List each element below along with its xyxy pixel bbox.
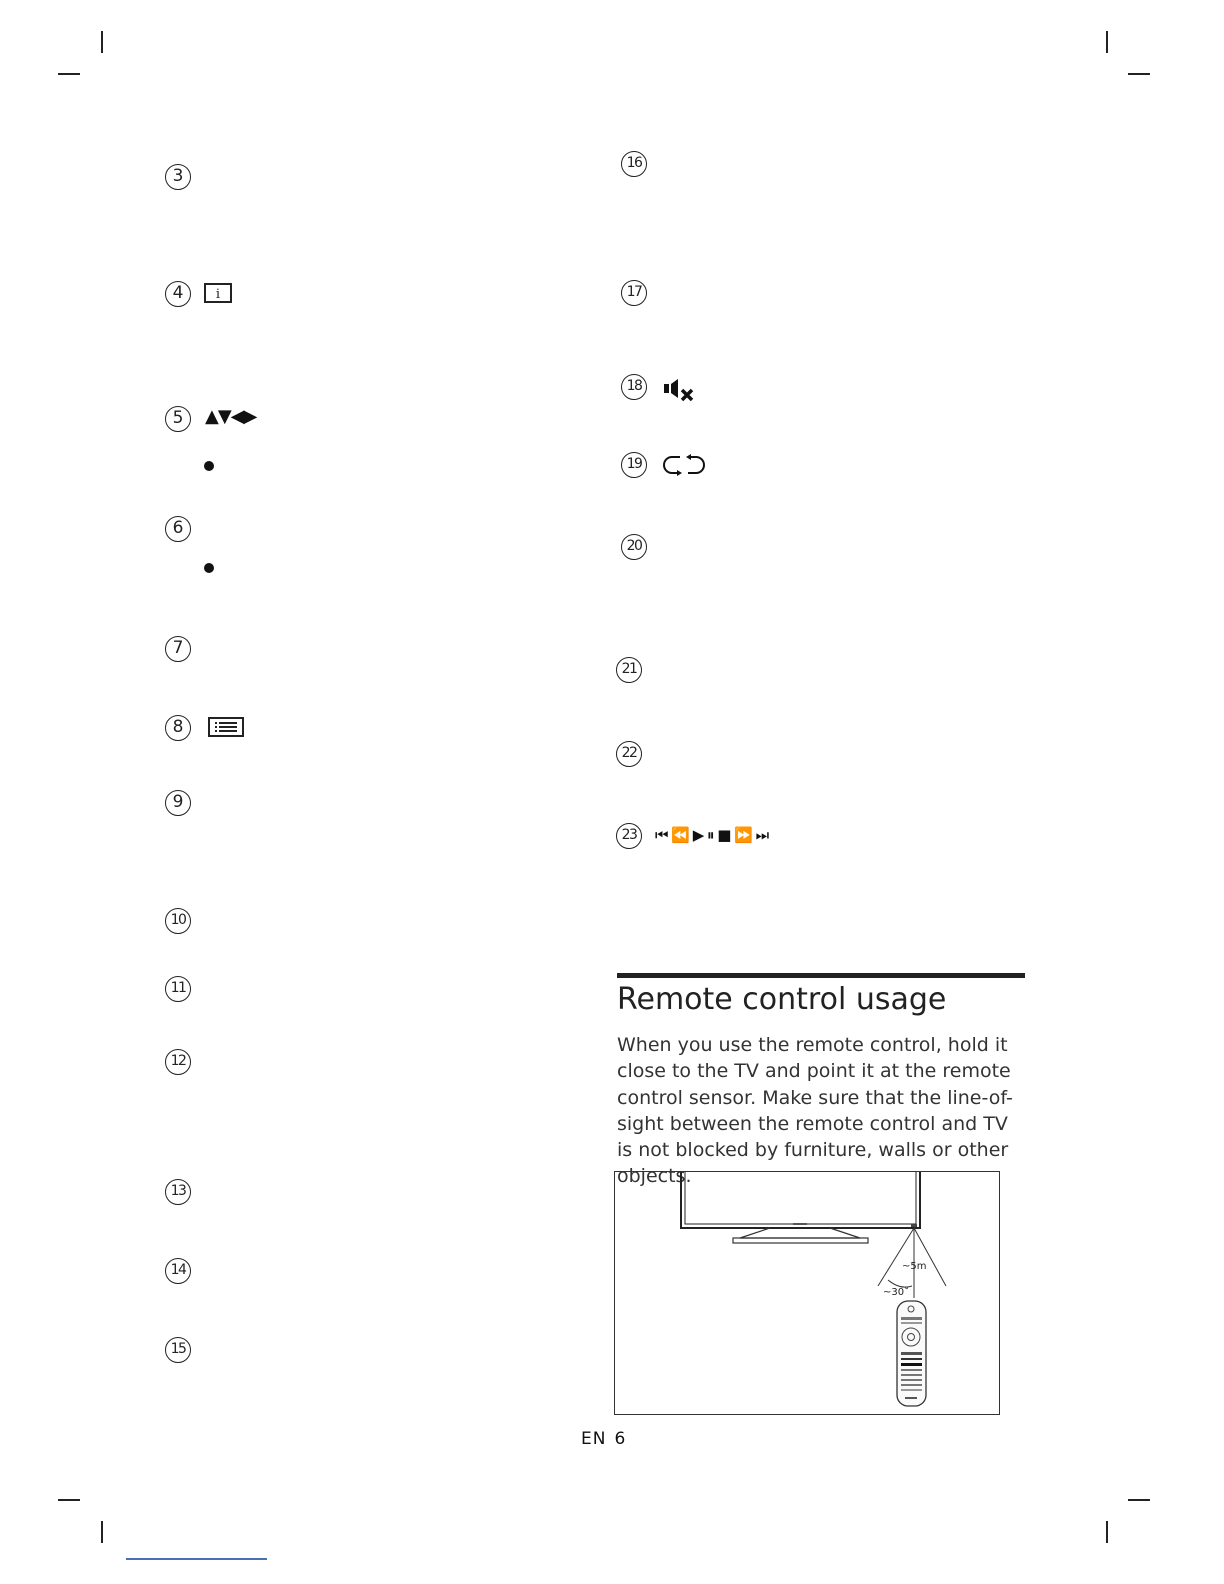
crop-mark	[58, 1499, 80, 1501]
item-number-13: 13	[165, 1179, 191, 1205]
footer-language: EN	[581, 1429, 607, 1449]
remote-usage-illustration	[615, 1172, 999, 1414]
footer-page-number: 6	[614, 1429, 627, 1449]
angle-label: ~30˚	[883, 1287, 910, 1298]
item-number-11: 11	[165, 976, 191, 1002]
svg-text:i: i	[215, 287, 221, 302]
section-title: Remote control usage	[617, 982, 947, 1017]
info-icon	[204, 283, 232, 303]
crop-mark	[1128, 73, 1150, 75]
item-number-16: 16	[621, 151, 647, 177]
remote-usage-figure	[614, 1171, 1000, 1415]
item-number-10: 10	[165, 908, 191, 934]
navigation-arrows-icon: ▲▼◀▶	[205, 406, 257, 427]
item-number-5: 5	[165, 406, 191, 432]
previous-channel-icon	[662, 453, 706, 477]
bullet	[204, 461, 214, 471]
item-number-14: 14	[165, 1258, 191, 1284]
item-number-17: 17	[621, 280, 647, 306]
item-number-23: 23	[616, 823, 642, 849]
item-number-8: 8	[165, 715, 191, 741]
bullet	[204, 563, 214, 573]
item-number-19: 19	[621, 452, 647, 478]
item-number-7: 7	[165, 636, 191, 662]
crop-mark	[101, 1521, 103, 1543]
page-footer	[581, 1429, 634, 1449]
item-number-9: 9	[165, 790, 191, 816]
item-number-22: 22	[616, 741, 642, 767]
crop-mark	[58, 73, 80, 75]
playback-controls-icon: ⏮ ⏪ ▶ ⏸ ■ ⏩ ⏭	[655, 826, 769, 844]
crop-mark	[1128, 1499, 1150, 1501]
crop-mark	[101, 31, 103, 53]
distance-label: ~5m	[902, 1261, 927, 1272]
item-number-18: 18	[621, 374, 647, 400]
mute-icon	[661, 376, 699, 404]
crop-mark	[1106, 31, 1108, 53]
list-icon	[208, 717, 244, 737]
item-number-20: 20	[621, 534, 647, 560]
item-number-3: 3	[165, 164, 191, 190]
item-number-15: 15	[165, 1337, 191, 1363]
item-number-4: 4	[165, 281, 191, 307]
remote-control-drawing	[897, 1301, 926, 1406]
crop-mark	[1106, 1521, 1108, 1543]
item-number-21: 21	[616, 657, 642, 683]
section-body: When you use the remote control, hold it close to the TV and point it at the remote control sensor. Make sure that the line-of-sight between the remote control and TV is not blocked by furniture, walls or other objects.	[617, 1034, 1013, 1188]
section-rule	[617, 973, 1025, 978]
item-number-6: 6	[165, 516, 191, 542]
bottom-link-underline	[126, 1558, 267, 1560]
item-number-12: 12	[165, 1049, 191, 1075]
